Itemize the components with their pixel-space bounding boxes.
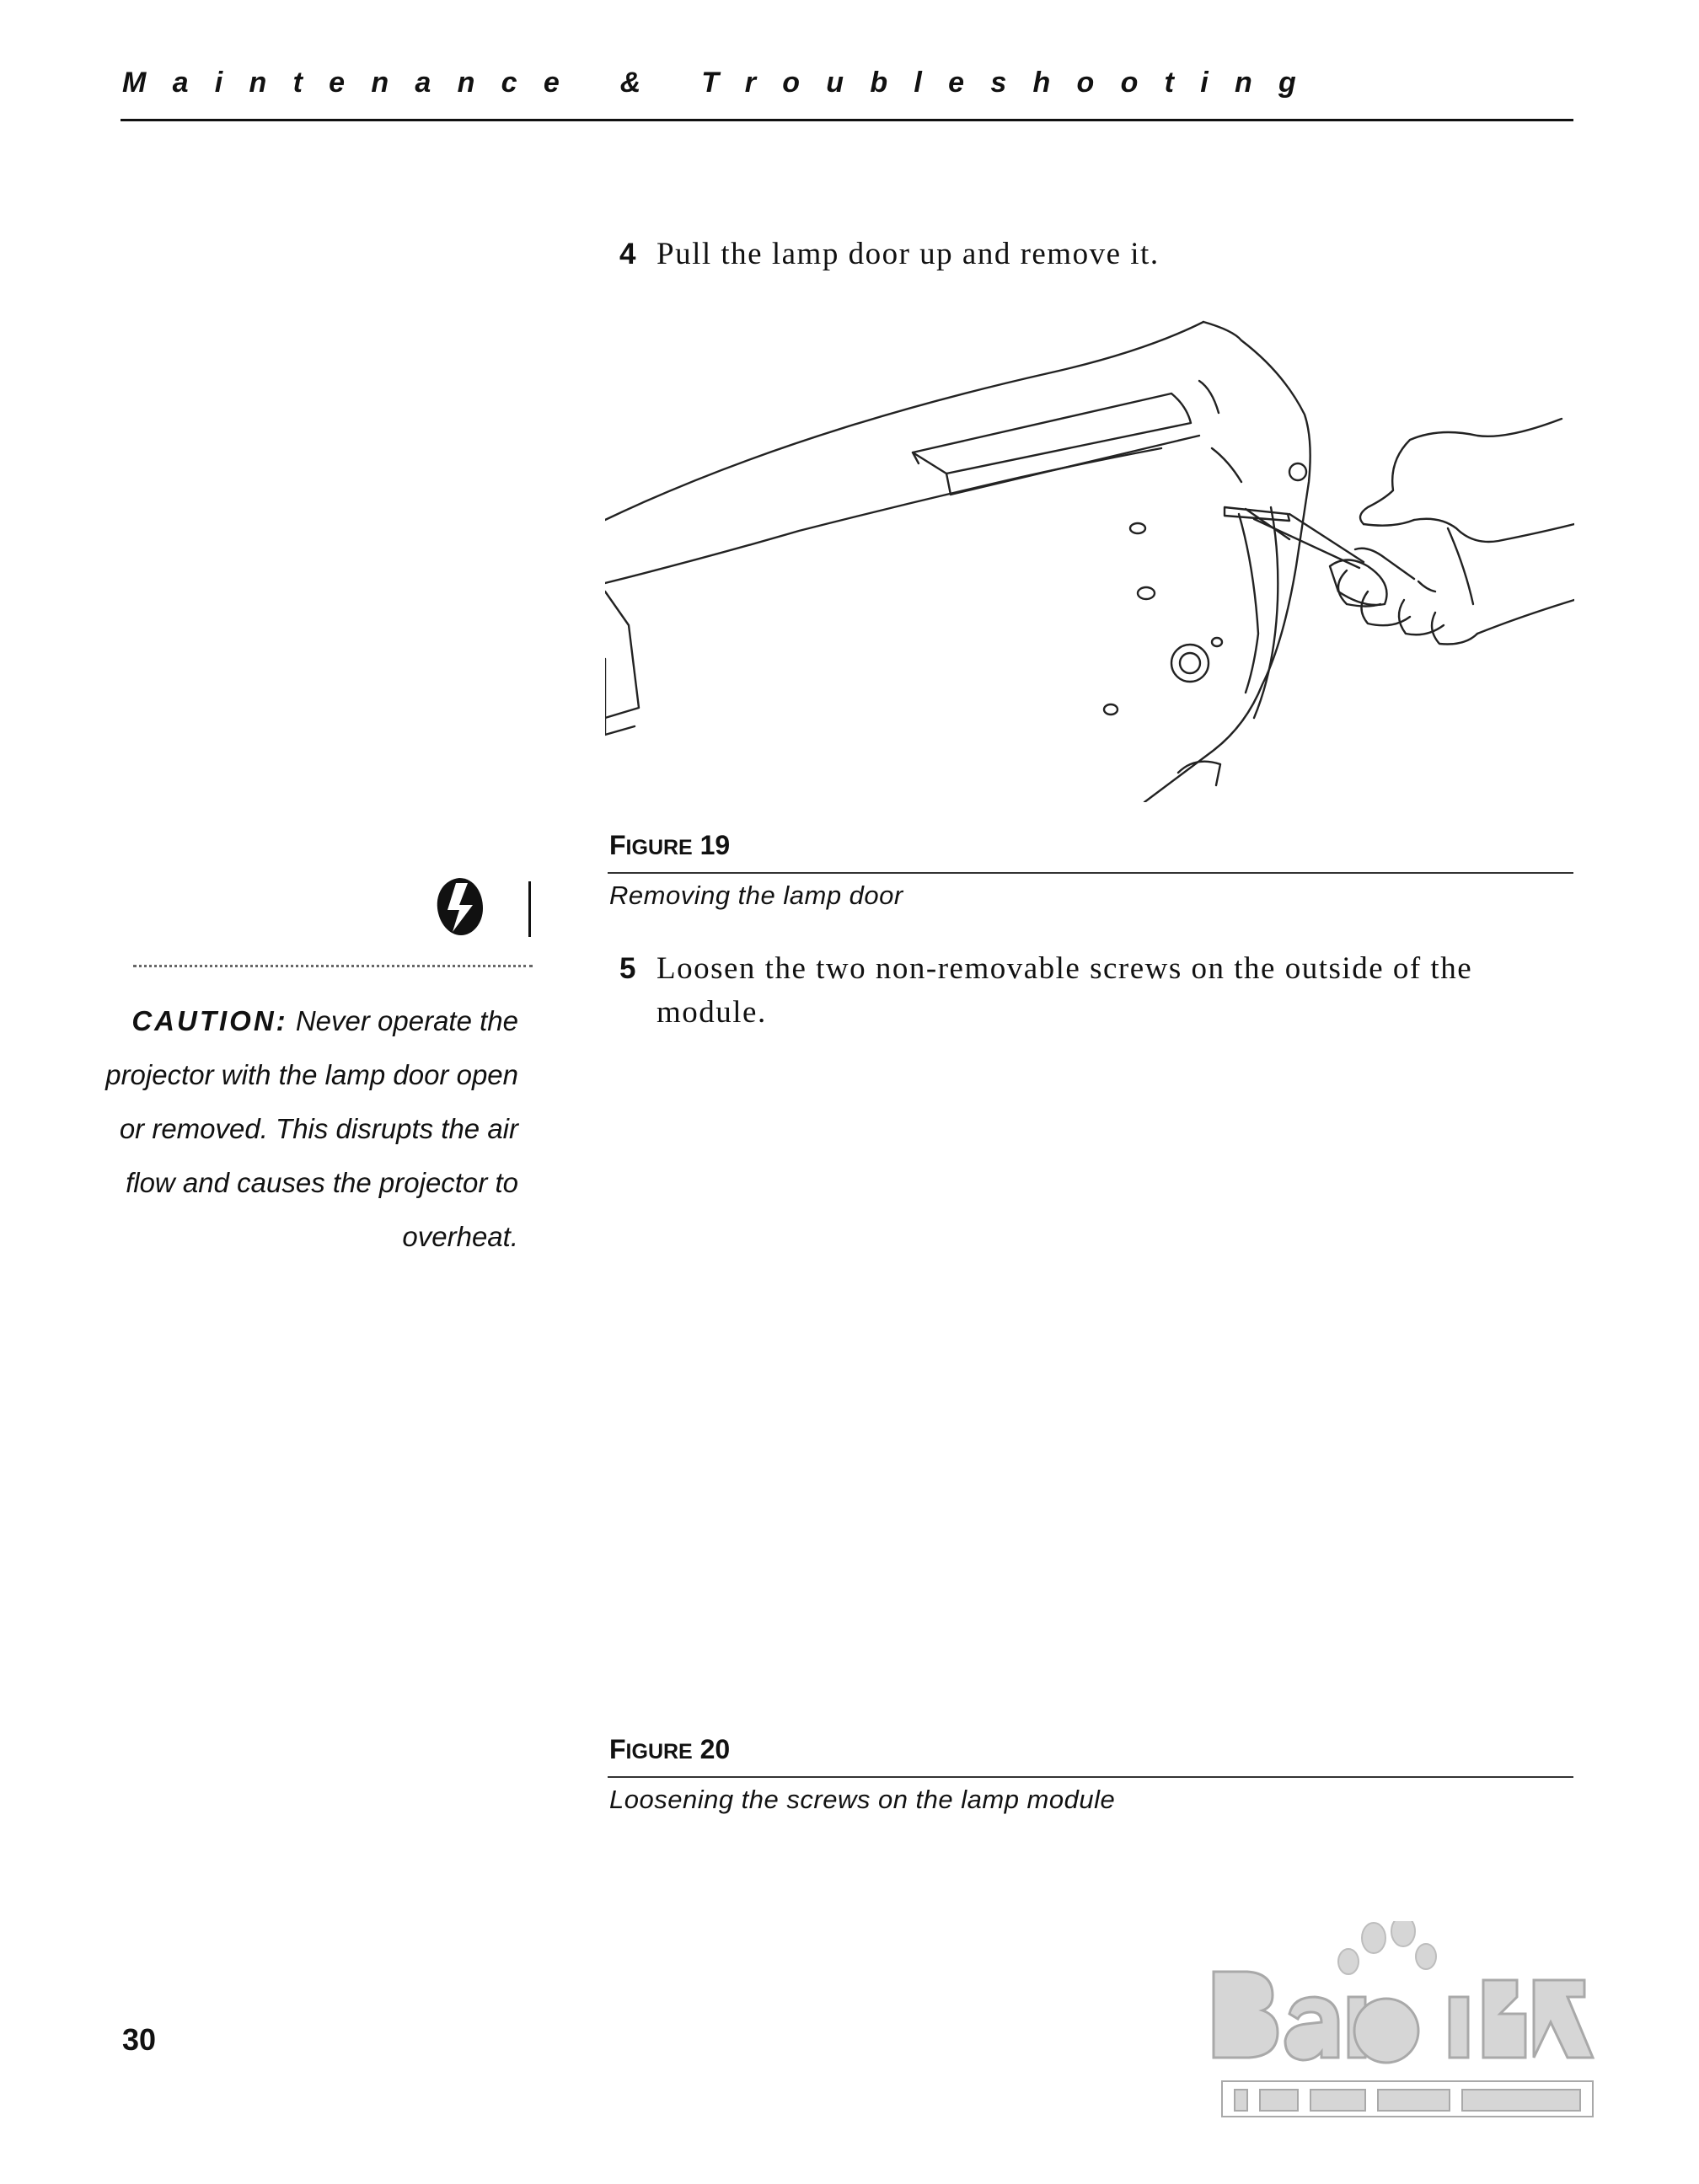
running-header — [122, 66, 1572, 99]
sidebar-divider — [133, 965, 533, 967]
caution-note — [101, 994, 518, 1264]
figure-label-number: 19 — [699, 830, 731, 860]
step-number: 4 — [619, 238, 637, 270]
figure-19-rule — [608, 872, 1573, 874]
step-5 — [619, 947, 1584, 1035]
figure-label-initial: F — [609, 1734, 626, 1764]
step-text: Loosen the two non-removable screws on the outside of the module. — [657, 951, 1473, 1030]
figure-label-rest: IGURE — [625, 836, 693, 859]
page-number: 30 — [122, 2022, 157, 2057]
figure-19-caption: Removing the lamp door — [609, 881, 903, 910]
figure-label-rest: IGURE — [625, 1740, 693, 1764]
caution-bar — [528, 881, 531, 937]
figure-19-illustration — [605, 313, 1574, 802]
figure-label-number: 20 — [699, 1734, 731, 1764]
figure-20-caption: Loosening the screws on the lamp module — [609, 1785, 1116, 1814]
step-number: 5 — [619, 952, 637, 985]
figure-20-rule — [608, 1776, 1573, 1778]
header-title: Maintenance & Troubleshooting — [122, 66, 1323, 99]
figure-label-initial: F — [609, 830, 626, 860]
header-rule — [121, 119, 1573, 121]
step-text: Pull the lamp door up and remove it. — [657, 237, 1160, 271]
baidu-watermark — [1197, 1921, 1618, 2123]
step-4 — [619, 233, 1584, 276]
caution-hand-icon — [434, 876, 485, 937]
figure-19-label — [609, 830, 730, 861]
figure-20-label — [609, 1734, 730, 1765]
caution-lead: CAUTION: — [131, 1005, 288, 1036]
caution-body: Never operate the projector with the lamp door open or removed. This disrupts the air flow and causes the projector to overheat. — [105, 1005, 518, 1252]
